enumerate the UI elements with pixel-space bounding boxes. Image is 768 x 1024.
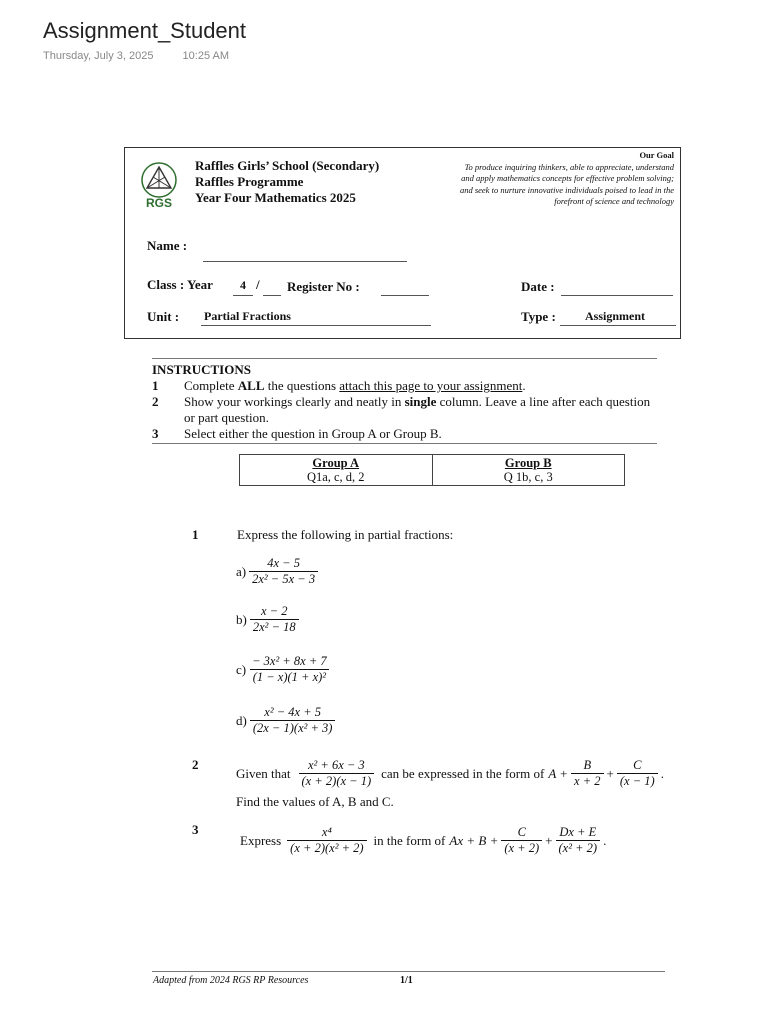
footer-divider (152, 971, 665, 972)
date-label: Date : (521, 279, 555, 294)
footer-source: Adapted from 2024 RGS RP Resources (153, 975, 309, 986)
note-time: 10:25 AM (182, 50, 230, 62)
question-3-text: Express $\frac{\text{x⁴}}{\text{(x + 2)(x² + 2)}}$ in the form of Ax + B + $\frac{C}{(x + 2)}$ + $\frac{Dx + E}{\text{(x² + 2)}}$ . (240, 825, 607, 855)
question-1-number: 1 (192, 527, 199, 542)
register-label: Register No : (287, 279, 360, 294)
logo-text: RGS (145, 196, 173, 210)
instruction-item: 3 Select either the question in Group A or Group B. (152, 426, 442, 441)
note-timestamp (43, 50, 255, 62)
school-name: Raffles Girls’ School (Secondary) Raffles Programme Year Four Mathematics 2025 (195, 158, 380, 205)
group-table (239, 454, 625, 486)
instruction-item: 2 Show your workings clearly and neatly in single column. Leave a line after each question or part question. (152, 394, 651, 425)
instructions-heading: INSTRUCTIONS (152, 362, 251, 377)
instruction-item: 1 Complete ALL the questions attach this page to your assignment. (152, 378, 526, 393)
page-number: 1/1 (400, 975, 413, 986)
instructions (152, 358, 657, 444)
question-2-number: 2 (192, 757, 199, 772)
class-number-field[interactable] (263, 295, 281, 296)
type-field[interactable] (560, 325, 676, 326)
goal-statement: Our Goal To produce inquiring thinkers, able to appreciate, understand and apply mathematics concepts for effective problem solving; and seek to nurture innovative individuals poised to lead in the forefront of science and technology (459, 150, 674, 206)
class-label: Class : Year (147, 277, 213, 292)
worksheet-header (124, 147, 681, 339)
unit-label: Unit : (147, 309, 180, 324)
unit-value: Partial Fractions (204, 309, 291, 323)
class-slash: / (256, 277, 260, 292)
name-field[interactable] (203, 261, 407, 262)
class-field[interactable] (233, 295, 253, 296)
name-label: Name : (147, 238, 188, 253)
question-2-text: Given that $\frac{\text{x² + 6x − 3}}{(x + 2)(x - 1)}$ can be expressed in the form of A + $\frac{B}{x + 2}$ + $\frac{C}{(x - 1)}$ . (236, 758, 664, 788)
school-logo-icon (135, 160, 183, 210)
unit-field[interactable] (201, 325, 431, 326)
group-a-cell: Group A Q1a, c, d, 2 (240, 455, 433, 486)
question-1d: d) $\frac{\text{x² − 4x + 5}}{\text{(2x − 1)(x² + 3)}}$ (236, 705, 338, 736)
type-value: Assignment (585, 309, 646, 323)
class-value: 4 (240, 278, 246, 292)
question-1b: b) $\frac{x - 2}{\text{2x² − 18}}$ (236, 604, 302, 635)
question-3-number: 3 (192, 822, 199, 837)
question-1-text: Express the following in partial fractions: (237, 527, 454, 542)
date-field[interactable] (561, 295, 673, 296)
question-2-find: Find the values of A, B and C. (236, 794, 394, 809)
question-1c: c) $\frac{\text{− 3x² + 8x + 7}}{\text{(1 − x)(1 + x)²}}$ (236, 654, 333, 685)
page-title: Assignment_Student (43, 18, 247, 43)
note-date: Thursday, July 3, 2025 (43, 50, 154, 62)
type-label: Type : (521, 309, 556, 324)
question-1a: a) $\frac{4x - 5}{\text{2x² − 5x − 3}}$ (236, 556, 321, 587)
register-field[interactable] (381, 295, 429, 296)
group-b-cell: Group B Q 1b, c, 3 (432, 455, 625, 486)
